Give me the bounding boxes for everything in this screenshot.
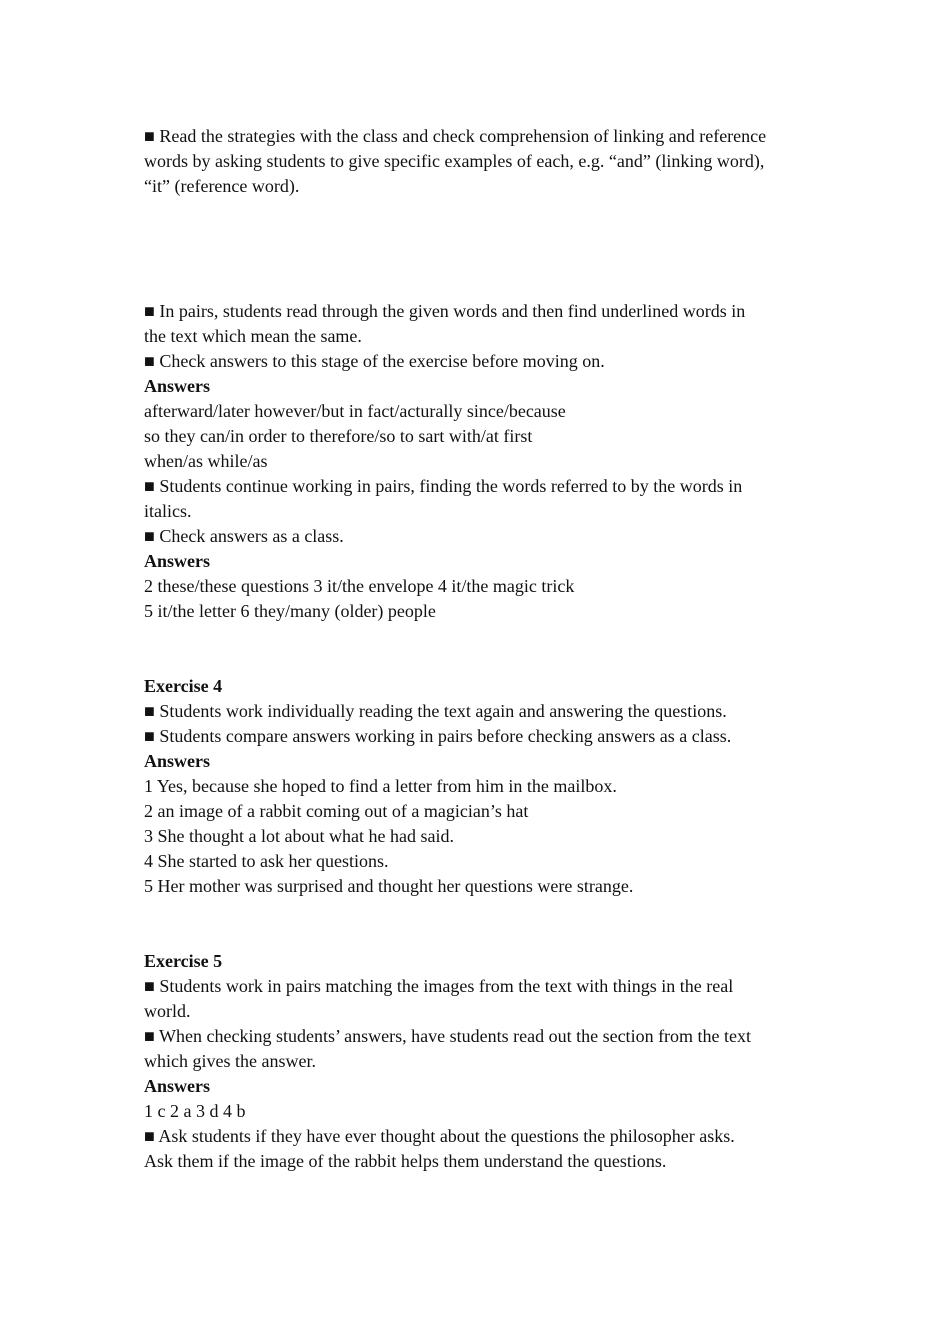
answer-line: 2 these/these questions 3 it/the envelope 4 it/the magic trick bbox=[144, 576, 575, 596]
text-line: Ask them if the image of the rabbit helps them understand the questions. bbox=[144, 1151, 667, 1171]
text-line: ■ When checking students’ answers, have students read out the section from the text bbox=[144, 1026, 752, 1046]
exercise-5-section bbox=[144, 949, 824, 1174]
spacer bbox=[144, 899, 824, 949]
intro-paragraph bbox=[144, 124, 824, 199]
answers-heading: Answers bbox=[144, 376, 210, 396]
answer-line: 5 Her mother was surprised and thought her questions were strange. bbox=[144, 876, 634, 896]
answers-heading: Answers bbox=[144, 551, 210, 571]
answers-heading: Answers bbox=[144, 751, 210, 771]
answer-line: 4 She started to ask her questions. bbox=[144, 851, 389, 871]
answer-line: so they can/in order to therefore/so to sart with/at first bbox=[144, 426, 533, 446]
text-line: world. bbox=[144, 1001, 191, 1021]
answers-heading: Answers bbox=[144, 1076, 210, 1096]
text-line: ■ Students work individually reading the text again and answering the questions. bbox=[144, 701, 727, 721]
text-line: ■ Students compare answers working in pairs before checking answers as a class. bbox=[144, 726, 732, 746]
answer-line: 3 She thought a lot about what he had said. bbox=[144, 826, 454, 846]
text-line: ■ Check answers as a class. bbox=[144, 526, 344, 546]
exercise-heading: Exercise 4 bbox=[144, 676, 223, 696]
text-line: “it” (reference word). bbox=[144, 176, 300, 196]
exercise-4-section bbox=[144, 674, 824, 899]
spacer bbox=[144, 199, 824, 299]
exercise-heading: Exercise 5 bbox=[144, 951, 223, 971]
text-line: ■ In pairs, students read through the given words and then find underlined words in bbox=[144, 301, 746, 321]
answer-line: 5 it/the letter 6 they/many (older) people bbox=[144, 601, 436, 621]
text-line: ■ Check answers to this stage of the exercise before moving on. bbox=[144, 351, 605, 371]
text-line: ■ Students work in pairs matching the images from the text with things in the real bbox=[144, 976, 734, 996]
answer-line: 2 an image of a rabbit coming out of a magician’s hat bbox=[144, 801, 529, 821]
answer-line: 1 Yes, because she hoped to find a letter from him in the mailbox. bbox=[144, 776, 617, 796]
answer-line: afterward/later however/but in fact/acturally since/because bbox=[144, 401, 566, 421]
text-line: the text which mean the same. bbox=[144, 326, 362, 346]
spacer bbox=[144, 624, 824, 674]
answer-line: when/as while/as bbox=[144, 451, 268, 471]
text-line: ■ Ask students if they have ever thought about the questions the philosopher asks. bbox=[144, 1126, 735, 1146]
text-line: words by asking students to give specific examples of each, e.g. “and” (linking word), bbox=[144, 151, 765, 171]
text-line: italics. bbox=[144, 501, 192, 521]
text-line: which gives the answer. bbox=[144, 1051, 316, 1071]
answer-line: 1 c 2 a 3 d 4 b bbox=[144, 1101, 246, 1121]
text-line: ■ Students continue working in pairs, finding the words referred to by the words in bbox=[144, 476, 743, 496]
document-page bbox=[144, 124, 824, 1174]
exercise-3-section bbox=[144, 299, 824, 624]
text-line: ■ Read the strategies with the class and check comprehension of linking and reference bbox=[144, 126, 767, 146]
